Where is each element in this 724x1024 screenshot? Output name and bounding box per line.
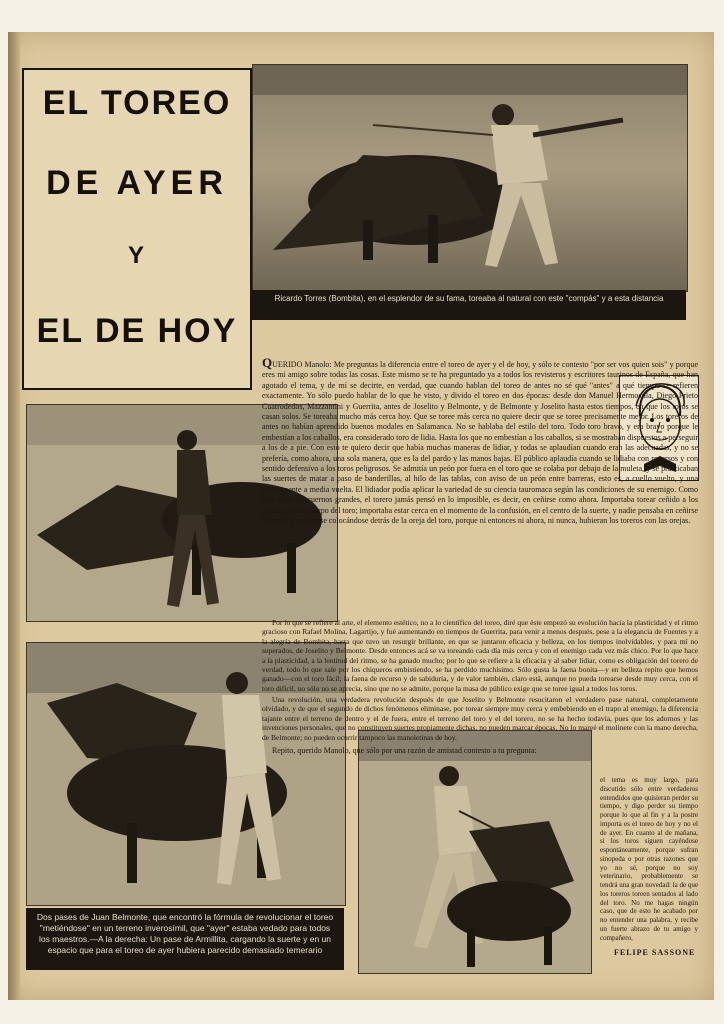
article-paragraph-4: Repito, querido Manolo, que sólo por una razón de amistad contesto a tu pregunta: [272,746,537,755]
article-body-continued [262,618,698,744]
article-narrow-column: el tema es muy largo, para discutido sólo entre verdaderos entendidos que quisieran perder su tiempo, y digo perder su tiempo porque lo que al fin y a la postre importa es el toreo de hoy y no el de ayer. En cuanto al de mañana, si los toros siguen cayéndose espontáneamente, porque sufran sinopeda o por otras razones que yo no sé, porque no soy veterinario, probablemente se tendrá una gran novedad: la de que los toreros toreen sentados al lado del toro. No me hagas ningún caso, que de esto he acabado por no entender una palabra, y recibe un fuerte abrazo de tu amigo y compañero, [600,776,698,942]
article-body [262,358,698,529]
drop-cap: Q [262,358,273,370]
title-line-4: EL DE HOY [36,312,238,350]
title-box [22,68,252,390]
article-paragraph-2: Por lo que se refiere al arte, el elemento estético, no a lo científico del toreo, diré que éste empezó su evolución hacia la plasticidad y el ritmo gracioso con Rafael Molina, Lagartijo, y fué aumentando en tiempos de Guerrita, para venir a menos después, pese a la elegancia de Fuentes y a la alegría de Bombita, hasta que tuvo un resurgir brillante, en que se juntaron eficacia y belleza, en los tiempos inolvidables, y para mí no superados, de Joselito y Belmonte. Desde entonces acá se va toreando cada día más cerca y con el enemigo cada vez más chico. Por lo que hace a la plasticidad, a la lentitud del ritmo, se ha ganado mucho; por lo que se refiere a la eficacia y al saber lidiar, como es obligación del torero de verdad, todo lo que sale por los chiqueros embistiendo, se ha perdido muchísimo. Sólo gusta la faena bonita—y en belleza repito que hemos ganado—con el toro fácil; la faena de recurso y de sabiduría, y de valor también, claro está, aunque no pueda torearse desde muy cerca, con el toro difícil, no sólo no se aprecia, sino que no se admite, porque la masa de público exige que se toree igual a todos los toros. [262,618,698,693]
photo-bombita [252,64,688,292]
article-body-end [262,746,698,758]
page-spine [8,32,20,1000]
magazine-page [8,32,714,1000]
caption-top-photo: Ricardo Torres (Bombita), en el esplendor de su fama, toreaba al natural con este "compás" y a esta distancia [252,290,686,320]
title-line-1: EL TOREO [42,84,232,122]
title-line-3: Y [127,242,146,269]
article-paragraph-1: QUERIDO Manolo: Me preguntas la diferencia entre el toreo de ayer y el de hoy, y sólo te contesto "por ser vos quien sois" y porque eres mi amigo sobre todas las cosas. Este mismo se te ha preguntado ya a todos los revisteros y escritores taurinos de España, que han agotado el tema, y de mí se decirte, en verdad, que cuando hablan del toreo de antes no sé qué "antes" a qué tiempo se refieren exactamente. Yo sólo puedo hablar de lo que he visto, y divido el toreo en dos épocas: desde don Manuel Hermosilla, Diego Prieto Cuatrodedos, Mazzantini y Guerrita, antes de Joselito y Belmonte, y de Belmonte y Joselito hasta estos tiempos, en que los toros se casan solos. Se toreaba mucho más cerca hoy. Que se toree más cerca no quiere decir que se toree precisamente mejor. Los toreros de antes no habían aprendido buenos modales en Salamanca. No se hablaba del estilo del toro. Todo toro bravo, y era bravo porque le embestían a los caballos, era considerado toro de lidia. Hasta los que no embestían a los caballos, si se mostraban dispuestos a perseguir a los de a pie. Con esto te quiero decir que había muchas maneras de lidiar, y todas se aplaudían cuando eran las adecuadas, y no se prefería, como ahora, una sola manera, que es la del pardo y las manos bajas. El público aplaudía cuando se lidiaba con recursos y con sentido defensivo a los toros peligrosos. Se admitía un peón por fuera en el toro que se colaba por debajo de la muleta, y se practicaban las suertes de matar a paso de banderillas, al hilo de las tablas, con aviso de un peón entre barreras, esto es, a cuello vuelto, y una francamente a media vuelta. El lidiador podía aplicar la variedad de su ciencia tauromaca según las condiciones de su enemigo. Como éste tenía los cuernos grandes, el torero jamás pensó en lo imposible, es decir, en ceñirse como ahora. Importaba torear ceñido a los pitones, no al cuerpo del toro; importaba estar cerca en el momento de la confusión, en el centro de la suerte, y nadie pensaba en ceñirse después y mejorarse colocándose detrás de la oreja del toro, porque ni entonces ni ahora, ni nunca, hubieran los toreros con las orejas. [262,358,698,527]
article-paragraph-3: Una revolución, una verdadera revolución después de que Joselito y Belmonte resucitaron el verdadero pase natural, completamente olvidado, y de que el segundo de dichos fenómenos eliminase, por torear siempre muy cerca y embebiendo en el trapo al enemigo, la diferencia tajante entre el terreno de dentro y el de fuera, entre el terreno del toro y el del torero, no se ha hecho todavía, pues que los adornos y las invenciones personales, que no constituyen suertes propiamente dichas, no pueden marcar épocas. No lo mareé el molinete con la mano derecha, de Belmonte; no pueden ocurrir tampoco las manoletinas de hoy. [262,695,698,742]
author-signature: FELIPE SASSONE [614,948,696,957]
title-line-2: DE AYER [46,164,228,202]
photo-armillita [358,730,592,974]
caption-bottom-left: Dos pases de Juan Belmonte, que encontró la fórmula de revolucionar el toreo "metiéndose" en un terreno inverosímil, que "ayer" estaba vedado para todos los maestros.—A la derecha: Un pase de Armillita, cargando la suerte y en un espacio que para el toreo de ayer hubiera parecido demasiado temerario [26,908,344,970]
